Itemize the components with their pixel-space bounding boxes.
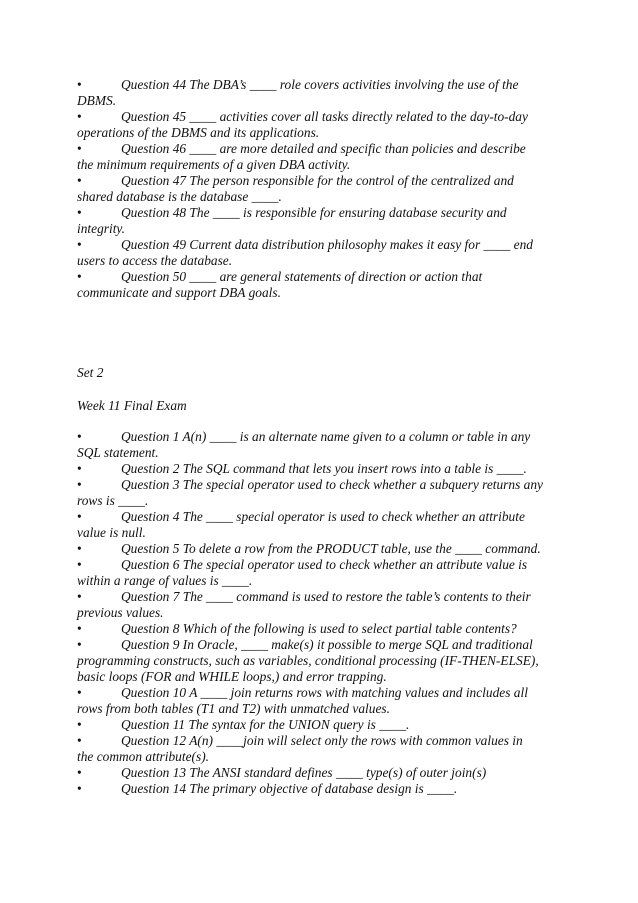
line-text: SQL statement.	[77, 445, 159, 460]
bullet: •	[77, 77, 82, 92]
line-text: Question 9 In Oracle, ____ make(s) it possible to merge SQL and traditional	[121, 637, 533, 652]
line-text: users to access the database.	[77, 253, 233, 268]
list-item	[77, 205, 569, 221]
bullet: •	[77, 557, 82, 572]
line-text: communicate and support DBA goals.	[77, 285, 281, 300]
list-item	[77, 685, 569, 701]
list-item	[77, 141, 569, 157]
bullet: •	[77, 637, 82, 652]
bullet: •	[77, 429, 82, 444]
line-text: Question 14 The primary objective of database design is ____.	[121, 781, 458, 796]
list-item	[77, 765, 569, 781]
list-item	[77, 77, 569, 93]
line-text: shared database is the database ____.	[77, 189, 282, 204]
list-item	[77, 781, 569, 797]
list-item	[77, 653, 569, 669]
line-text: Question 50 ____ are general statements of direction or action that	[121, 269, 483, 284]
set-heading: Set 2	[77, 365, 104, 380]
list-item	[77, 589, 569, 605]
bullet: •	[77, 717, 82, 732]
list-item	[77, 477, 569, 493]
list-item	[77, 269, 569, 285]
line-text: Question 45 ____ activities cover all tasks directly related to the day-to-day	[121, 109, 528, 124]
bullet: •	[77, 205, 82, 220]
line-text: Question 4 The ____ special operator is used to check whether an attribute	[121, 509, 525, 524]
question-list-set1	[77, 77, 569, 301]
line-text: Question 11 The syntax for the UNION query is ____.	[121, 717, 410, 732]
line-text: value is null.	[77, 525, 146, 540]
line-text: DBMS.	[77, 93, 117, 108]
line-text: operations of the DBMS and its applications.	[77, 125, 320, 140]
list-item	[77, 509, 569, 525]
line-text: basic loops (FOR and WHILE loops,) and error trapping.	[77, 669, 387, 684]
line-text: Question 44 The DBA’s ____ role covers activities involving the use of the	[121, 77, 519, 92]
line-text: Question 1 A(n) ____ is an alternate name given to a column or table in any	[121, 429, 531, 444]
line-text: Question 6 The special operator used to check whether an attribute value is	[121, 557, 528, 572]
line-text: Question 46 ____ are more detailed and specific than policies and describe	[121, 141, 526, 156]
bullet: •	[77, 621, 82, 636]
bullet: •	[77, 461, 82, 476]
bullet: •	[77, 733, 82, 748]
list-item	[77, 445, 569, 461]
line-text: rows is ____.	[77, 493, 149, 508]
list-item	[77, 109, 569, 125]
line-text: rows from both tables (T1 and T2) with unmatched values.	[77, 701, 390, 716]
list-item	[77, 557, 569, 573]
list-item	[77, 221, 569, 237]
list-item	[77, 157, 569, 173]
line-text: Question 7 The ____ command is used to restore the table’s contents to their	[121, 589, 531, 604]
list-item	[77, 493, 569, 509]
bullet: •	[77, 269, 82, 284]
line-text: previous values.	[77, 605, 164, 620]
line-text: Question 47 The person responsible for the control of the centralized and	[121, 173, 514, 188]
list-item	[77, 669, 569, 685]
bullet: •	[77, 685, 82, 700]
question-list-set2	[77, 429, 569, 797]
list-item	[77, 733, 569, 749]
line-text: within a range of values is ____.	[77, 573, 253, 588]
list-item	[77, 429, 569, 445]
line-text: the common attribute(s).	[77, 749, 210, 764]
line-text: integrity.	[77, 221, 125, 236]
list-item	[77, 701, 569, 717]
line-text: Question 3 The special operator used to check whether a subquery returns any	[121, 477, 543, 492]
bullet: •	[77, 781, 82, 796]
bullet: •	[77, 237, 82, 252]
bullet: •	[77, 141, 82, 156]
line-text: Question 5 To delete a row from the PRODUCT table, use the ____ command.	[121, 541, 541, 556]
list-item	[77, 237, 569, 253]
line-text: Question 2 The SQL command that lets you insert rows into a table is ____.	[121, 461, 527, 476]
list-item	[77, 285, 569, 301]
bullet: •	[77, 173, 82, 188]
list-item	[77, 637, 569, 653]
list-item	[77, 573, 569, 589]
line-text: programming constructs, such as variables, conditional processing (IF-THEN-ELSE),	[77, 653, 539, 668]
line-text: Question 49 Current data distribution philosophy makes it easy for ____ end	[121, 237, 533, 252]
list-item	[77, 173, 569, 189]
list-item	[77, 749, 569, 765]
line-text: Question 8 Which of the following is used to select partial table contents?	[121, 621, 517, 636]
week-heading: Week 11 Final Exam	[77, 398, 187, 413]
list-item	[77, 253, 569, 269]
list-item	[77, 717, 569, 733]
list-item	[77, 125, 569, 141]
bullet: •	[77, 589, 82, 604]
bullet: •	[77, 509, 82, 524]
list-item	[77, 189, 569, 205]
bullet: •	[77, 541, 82, 556]
list-item	[77, 621, 569, 637]
line-text: Question 13 The ANSI standard defines ____ type(s) of outer join(s)	[121, 765, 487, 780]
bullet: •	[77, 477, 82, 492]
list-item	[77, 525, 569, 541]
list-item	[77, 605, 569, 621]
list-item	[77, 93, 569, 109]
bullet: •	[77, 765, 82, 780]
line-text: the minimum requirements of a given DBA activity.	[77, 157, 351, 172]
line-text: Question 10 A ____ join returns rows with matching values and includes all	[121, 685, 528, 700]
bullet: •	[77, 109, 82, 124]
line-text: Question 12 A(n) ____join will select only the rows with common values in	[121, 733, 523, 748]
list-item	[77, 541, 569, 557]
line-text: Question 48 The ____ is responsible for ensuring database security and	[121, 205, 507, 220]
list-item	[77, 461, 569, 477]
